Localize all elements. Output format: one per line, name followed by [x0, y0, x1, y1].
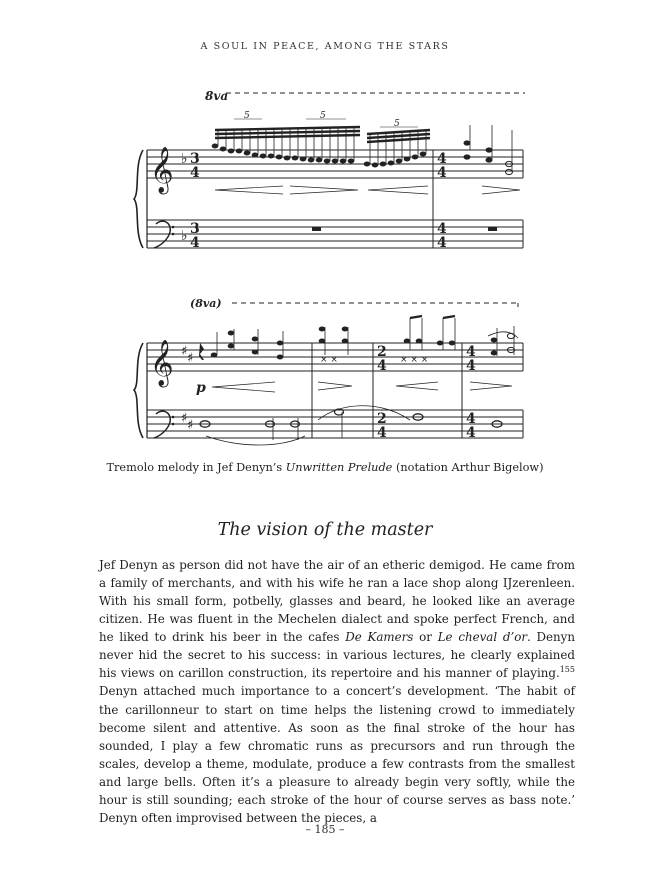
figure-caption — [0, 461, 650, 474]
body-paragraph — [99, 556, 575, 827]
running-head: A SOUL IN PEACE, AMONG THE STARS — [200, 41, 450, 52]
dynamic-mark: p — [196, 380, 206, 396]
time-signature-numerator: 2 — [377, 344, 387, 360]
svg-text:× ×: × × — [320, 355, 338, 365]
time-signature-denominator: 4 — [377, 425, 387, 441]
svg-text:♭: ♭ — [181, 228, 188, 244]
time-signature-denominator: 4 — [190, 235, 200, 251]
time-signature-numerator: 2 — [377, 411, 387, 427]
cafe-name: Le cheval d’or — [437, 630, 528, 645]
time-signature-numerator: 4 — [437, 151, 447, 167]
svg-text:♯: ♯ — [181, 344, 188, 359]
svg-text:♯: ♯ — [187, 418, 194, 433]
caption-text: Tremolo melody in Jef Denyn’s — [106, 461, 286, 474]
time-signature-denominator: 4 — [466, 425, 476, 441]
body-text-segment: Denyn attached much importance to a concert’s development. ‘The habit of the carillonneur to start on time helps the listening crowd to immediately become silent and attentive. As soon as the final stroke of the hour has sounded, I play a few chromatic runs as precursors and run through the scales, develop a theme, modulate, produce a few contrasts from the smallest and large bells. Often it’s a pleasure to already begin very softly, while the hour is still sounding; each stroke of the hour of course serves as bass note.’ Denyn often improvised between the pieces, a — [99, 684, 575, 825]
section-title: The vision of the master — [217, 520, 433, 540]
cafe-name: De Kamers — [345, 630, 414, 645]
body-text-segment: Jef Denyn as person did not have the air of an etheric demigod. He came from a family of merchants, and with his wife he ran a lace shop along IJzerenleen. With his small form, potbelly, glasses and beard, he looked like an average citizen. He was fluent in the Mechelen dialect and spoke perfect French, and he liked to drink his beer in the cafes — [99, 558, 575, 645]
page-number: – 185 – — [305, 823, 345, 836]
caption-work-title: Unwritten Prelude — [285, 461, 393, 474]
time-signature-numerator: 3 — [190, 151, 200, 167]
tuplet-mark: 5 — [394, 119, 400, 129]
time-signature-denominator: 4 — [466, 358, 476, 374]
svg-text:𝄞: 𝄞 — [150, 147, 174, 193]
svg-text:𝄞: 𝄞 — [150, 340, 174, 386]
time-signature-numerator: 3 — [190, 221, 200, 237]
time-signature-numerator: 4 — [437, 221, 447, 237]
svg-text:♭: ♭ — [181, 151, 188, 167]
tuplet-mark: 5 — [320, 111, 326, 121]
caption-text: (notation Arthur Bigelow) — [392, 461, 544, 474]
time-signature-denominator: 4 — [437, 165, 447, 181]
svg-text:× × ×: × × × — [400, 355, 429, 365]
svg-text:♯: ♯ — [181, 411, 188, 426]
body-text-segment: or — [413, 630, 438, 645]
footnote-reference[interactable]: 155 — [559, 665, 575, 675]
time-signature-denominator: 4 — [437, 235, 447, 251]
time-signature-denominator: 4 — [377, 358, 387, 374]
octave-mark-2: (8va) — [190, 297, 222, 310]
svg-text:♯: ♯ — [187, 351, 194, 366]
time-signature-numerator: 4 — [466, 344, 476, 360]
body-text-segment: . Denyn never hid the secret to his success: in various lectures, he clearly explained his views on carillon construction, its repertoire and his manner of playing. — [99, 630, 576, 681]
time-signature-denominator: 4 — [190, 165, 200, 181]
time-signature-numerator: 4 — [466, 411, 476, 427]
octave-mark-1: 8va — [205, 89, 229, 103]
tuplet-mark: 5 — [244, 111, 250, 121]
